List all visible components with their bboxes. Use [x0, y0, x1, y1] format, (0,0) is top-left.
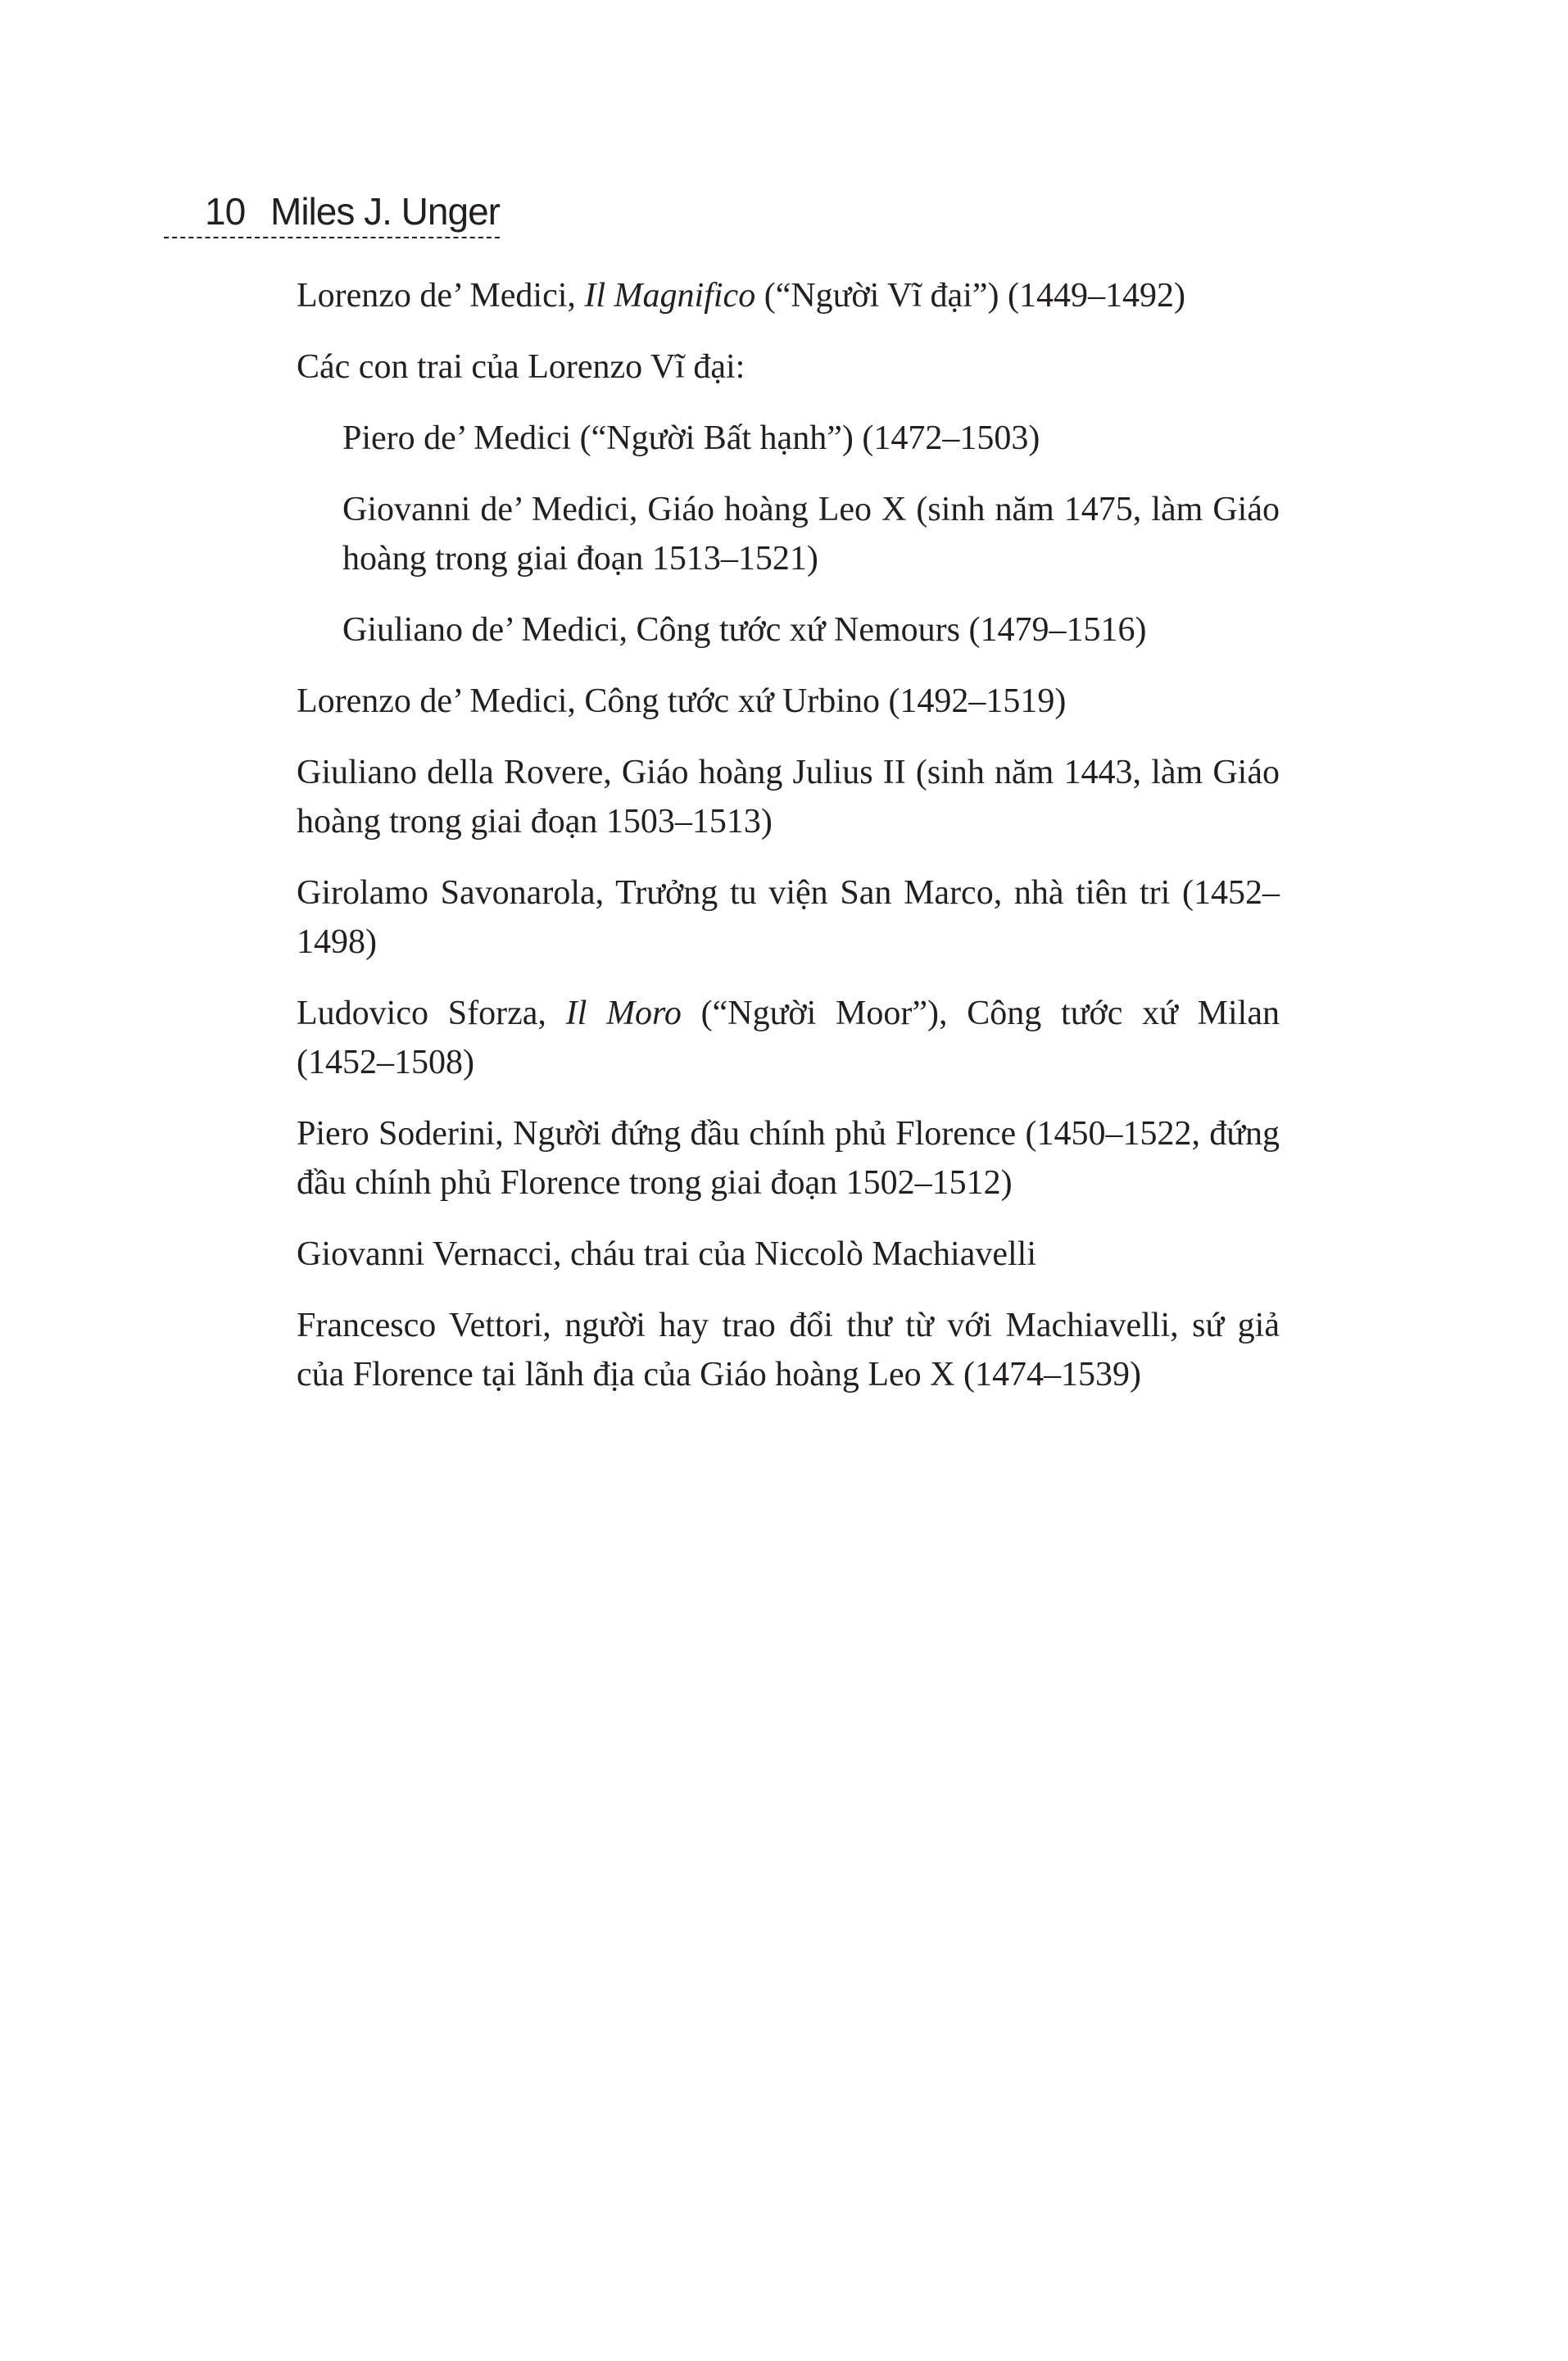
entry-description: (“Người Moor”), Công tước xứ Milan (1452–1508) [297, 995, 1280, 1081]
entry-description: (“Người Vĩ đại”) (1449–1492) [755, 277, 1185, 315]
entry-name: Lorenzo de’ Medici, [297, 277, 585, 315]
character-entry-giovanni-de-medici: Giovanni de’ Medici, Giáo hoàng Leo X (sinh năm 1475, làm Giáo hoàng trong giai đoạn 1513–1521) [342, 491, 1280, 578]
page-number: 10 [205, 190, 246, 233]
character-entry-lorenzo-magnifico [297, 271, 1280, 320]
character-entry-julius-ii: Giuliano della Rovere, Giáo hoàng Julius II (sinh năm 1443, làm Giáo hoàng trong giai đoạn 1503–1513) [297, 754, 1280, 841]
header-dashed-rule [164, 237, 500, 238]
character-list-subheading: Các con trai của Lorenzo Vĩ đại: [297, 348, 745, 386]
character-entry-vernacci: Giovanni Vernacci, cháu trai của Niccolò Machiavelli [297, 1235, 1037, 1273]
entry-title-italic: Il Magnifico [584, 277, 756, 315]
entry-name: Ludovico Sforza, [297, 995, 566, 1032]
header-line [205, 182, 508, 241]
entry-title-italic: Il Moro [565, 995, 682, 1032]
character-entry-soderini: Piero Soderini, Người đứng đầu chính phủ Florence (1450–1522, đứng đầu chính phủ Florence trong giai đoạn 1502–1512) [297, 1115, 1280, 1202]
character-entry-lorenzo-urbino: Lorenzo de’ Medici, Công tước xứ Urbino (1492–1519) [297, 682, 1067, 720]
character-entry-vettori: Francesco Vettori, người hay trao đổi thư từ với Machiavelli, sứ giả của Florence tại lãnh địa của Giáo hoàng Leo X (1474–1539) [297, 1307, 1280, 1393]
character-entry-ludovico-sforza [297, 989, 1280, 1087]
character-list [297, 271, 1280, 1421]
character-entry-piero-de-medici: Piero de’ Medici (“Người Bất hạnh”) (1472–1503) [342, 419, 1040, 457]
character-entry-savonarola: Girolamo Savonarola, Trưởng tu viện San Marco, nhà tiên tri (1452–1498) [297, 874, 1280, 961]
running-header [205, 182, 508, 241]
running-head-author: Miles J. Unger [270, 190, 500, 233]
character-entry-giuliano-de-medici: Giuliano de’ Medici, Công tước xứ Nemours (1479–1516) [342, 611, 1147, 649]
